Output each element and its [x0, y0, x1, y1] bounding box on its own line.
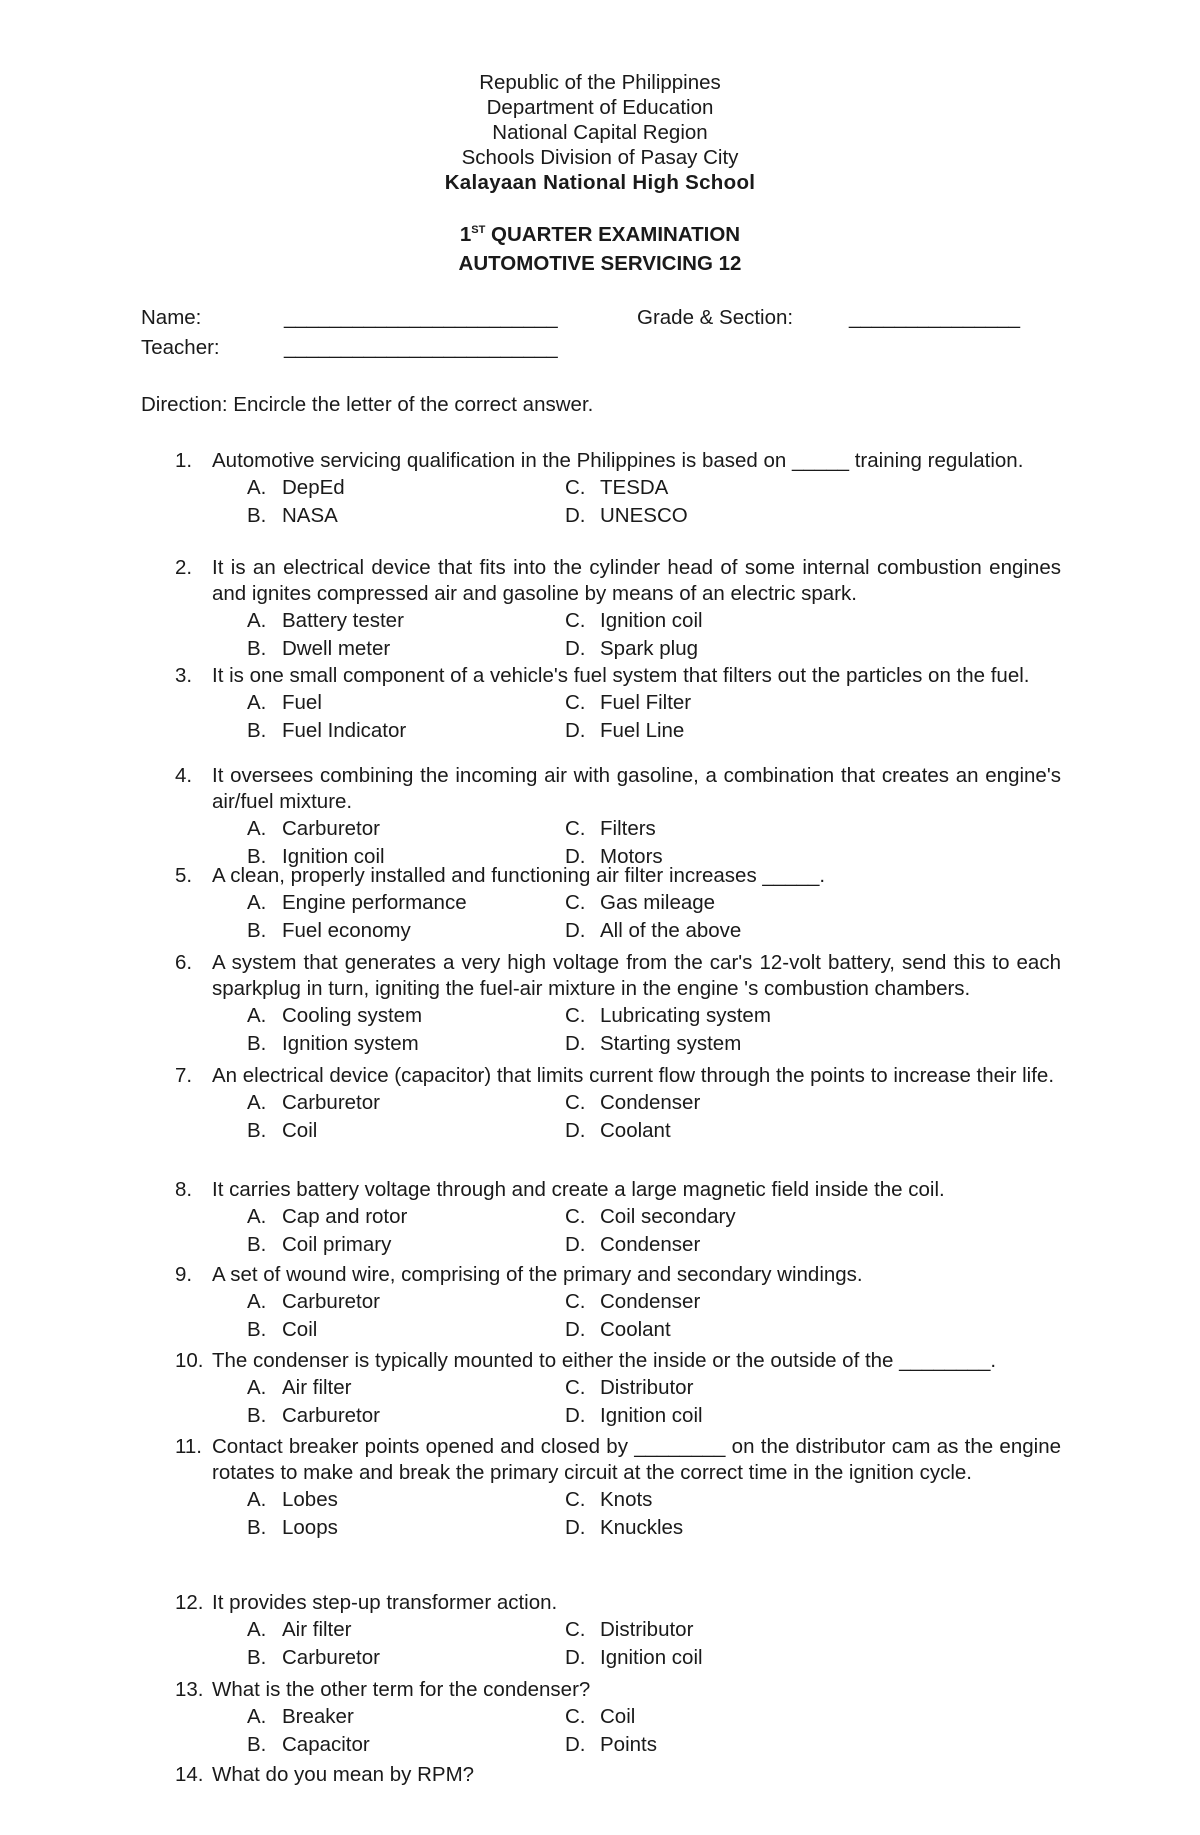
option-letter: C. — [565, 817, 586, 840]
option-text: Dwell meter — [282, 637, 391, 660]
question-number: 7. — [175, 1064, 193, 1087]
answer-option[interactable] — [565, 917, 965, 945]
answer-option[interactable] — [565, 717, 965, 745]
question-text: It is an electrical device that fits into the cylinder head of some internal combustion engines and ignites compressed air and gasoline by means of an electric spark. — [212, 556, 1061, 605]
question-number: 11. — [175, 1435, 202, 1458]
answer-option[interactable] — [565, 1514, 965, 1542]
option-letter: D. — [565, 1733, 586, 1756]
option-text: All of the above — [600, 919, 742, 942]
question-text: It oversees combining the incoming air with gasoline, a combination that creates an engine's air/fuel mixture. — [212, 764, 1061, 813]
option-letter: B. — [247, 1516, 267, 1539]
exam-title — [0, 220, 1200, 278]
header-republic: Republic of the Philippines — [479, 71, 721, 94]
option-letter: D. — [565, 1318, 586, 1341]
answer-options — [247, 689, 1061, 745]
option-letter: C. — [565, 1705, 586, 1728]
option-letter: D. — [565, 1032, 586, 1055]
option-text: Starting system — [600, 1032, 742, 1055]
option-letter: A. — [247, 476, 267, 499]
answer-option[interactable] — [247, 635, 565, 663]
option-letter: C. — [565, 476, 586, 499]
answer-options — [247, 607, 1061, 663]
quarter-text: QUARTER EXAMINATION — [485, 223, 741, 246]
answer-options — [247, 1002, 1061, 1058]
question-item — [175, 1262, 1061, 1344]
question-text: It carries battery voltage through and create a large magnetic field inside the coil. — [212, 1178, 945, 1201]
option-text: Coolant — [600, 1119, 671, 1142]
answer-option[interactable] — [247, 917, 565, 945]
option-text: Ignition coil — [282, 845, 385, 868]
direction-text: Direction: Encircle the letter of the correct answer. — [141, 393, 594, 416]
option-text: Distributor — [600, 1376, 694, 1399]
answer-option[interactable] — [565, 889, 965, 917]
question-item — [175, 763, 1061, 871]
question-item — [175, 1590, 1061, 1672]
answer-option[interactable] — [565, 1486, 965, 1514]
option-letter: A. — [247, 1488, 267, 1511]
question-text: An electrical device (capacitor) that limits current flow through the points to increase their life. — [212, 1064, 1055, 1087]
option-text: Fuel Indicator — [282, 719, 407, 742]
answer-options — [247, 1089, 1061, 1145]
name-blank[interactable]: ________________________ — [284, 306, 558, 329]
option-letter: B. — [247, 1318, 267, 1341]
answer-option[interactable] — [247, 1089, 565, 1117]
header-school-name: Kalayaan National High School — [444, 171, 756, 194]
answer-option[interactable] — [247, 1616, 565, 1644]
option-text: Knots — [600, 1488, 653, 1511]
answer-option[interactable] — [565, 815, 965, 843]
option-letter: B. — [247, 637, 267, 660]
question-item — [175, 1348, 1061, 1430]
option-letter: B. — [247, 1733, 267, 1756]
option-letter: A. — [247, 1376, 267, 1399]
option-letter: D. — [565, 1233, 586, 1256]
question-item — [175, 448, 1061, 530]
answer-option[interactable] — [247, 815, 565, 843]
answer-option[interactable] — [565, 1374, 965, 1402]
question-item — [175, 1434, 1061, 1542]
option-text: Carburetor — [282, 1091, 380, 1114]
option-letter: D. — [565, 1119, 586, 1142]
question-number: 3. — [175, 664, 193, 687]
question-text: It provides step-up transformer action. — [212, 1591, 558, 1614]
answer-option[interactable] — [247, 1374, 565, 1402]
option-text: Coil — [282, 1119, 318, 1142]
option-letter: D. — [565, 1516, 586, 1539]
option-letter: C. — [565, 1488, 586, 1511]
option-text: Air filter — [282, 1376, 352, 1399]
answer-option[interactable] — [565, 607, 965, 635]
answer-option[interactable] — [247, 1231, 565, 1259]
question-number: 4. — [175, 764, 193, 787]
answer-option[interactable] — [565, 1203, 965, 1231]
option-letter: D. — [565, 637, 586, 660]
header-division: Schools Division of Pasay City — [461, 146, 739, 169]
option-text: Ignition system — [282, 1032, 419, 1055]
option-letter: B. — [247, 504, 267, 527]
answer-option[interactable] — [247, 607, 565, 635]
answer-option[interactable] — [247, 502, 565, 530]
option-text: UNESCO — [600, 504, 688, 527]
question-number: 5. — [175, 864, 193, 887]
question-text: A set of wound wire, comprising of the primary and secondary windings. — [212, 1263, 863, 1286]
answer-option[interactable] — [247, 1731, 565, 1759]
option-letter: C. — [565, 1290, 586, 1313]
option-text: Breaker — [282, 1705, 354, 1728]
answer-option[interactable] — [565, 1030, 965, 1058]
question-text: What do you mean by RPM? — [212, 1763, 475, 1786]
option-text: Ignition coil — [600, 1646, 703, 1669]
question-text: A clean, properly installed and functioning air filter increases _____. — [212, 864, 826, 887]
teacher-label: Teacher: — [141, 336, 220, 359]
answer-option[interactable] — [565, 635, 965, 663]
question-text: Contact breaker points opened and closed by ________ on the distributor cam as the engine rotates to make and break the primary circuit at the correct time in the ignition cycle. — [212, 1435, 1061, 1484]
name-label: Name: — [141, 306, 202, 329]
option-text: Condenser — [600, 1233, 701, 1256]
question-number: 1. — [175, 449, 193, 472]
option-letter: D. — [565, 719, 586, 742]
question-number: 14. — [175, 1763, 204, 1786]
answer-options — [247, 1616, 1061, 1672]
option-letter: B. — [247, 1404, 267, 1427]
answer-option[interactable] — [565, 1117, 965, 1145]
option-letter: C. — [565, 1205, 586, 1228]
question-text: It is one small component of a vehicle's fuel system that filters out the particles on the fuel. — [212, 664, 1030, 687]
option-text: Condenser — [600, 1091, 701, 1114]
question-number: 8. — [175, 1178, 193, 1201]
option-text: DepEd — [282, 476, 345, 499]
grade-section-label: Grade & Section: — [637, 306, 794, 329]
option-text: NASA — [282, 504, 338, 527]
option-text: Fuel Line — [600, 719, 685, 742]
answer-option[interactable] — [247, 1203, 565, 1231]
answer-option[interactable] — [247, 1002, 565, 1030]
option-text: Coil — [600, 1705, 636, 1728]
option-letter: D. — [565, 845, 586, 868]
answer-options — [247, 1288, 1061, 1344]
option-letter: C. — [565, 1004, 586, 1027]
teacher-blank[interactable]: ________________________ — [284, 336, 558, 359]
option-letter: A. — [247, 1705, 267, 1728]
option-text: Carburetor — [282, 1646, 380, 1669]
option-text: Coil primary — [282, 1233, 392, 1256]
option-letter: C. — [565, 891, 586, 914]
option-letter: A. — [247, 891, 267, 914]
option-text: Air filter — [282, 1618, 352, 1641]
answer-option[interactable] — [247, 1486, 565, 1514]
option-text: Points — [600, 1733, 657, 1756]
option-text: Coolant — [600, 1318, 671, 1341]
option-letter: A. — [247, 1091, 267, 1114]
option-text: Loops — [282, 1516, 338, 1539]
question-number: 9. — [175, 1263, 193, 1286]
option-letter: D. — [565, 919, 586, 942]
question-item — [175, 1677, 1061, 1759]
question-text: A system that generates a very high voltage from the car's 12-volt battery, send this to each sparkplug in turn, igniting the fuel-air mixture in the engine 's combustion chambers. — [212, 951, 1061, 1000]
answer-option[interactable] — [247, 889, 565, 917]
quarter-suffix: ST — [471, 224, 486, 236]
question-number: 6. — [175, 951, 193, 974]
answer-option[interactable] — [565, 1616, 965, 1644]
question-item — [175, 555, 1061, 663]
option-letter: C. — [565, 1618, 586, 1641]
question-number: 2. — [175, 556, 193, 579]
exam-quarter-title — [0, 220, 1200, 249]
answer-options — [247, 1703, 1061, 1759]
option-text: Fuel — [282, 691, 322, 714]
option-text: Ignition coil — [600, 1404, 703, 1427]
question-number: 13. — [175, 1678, 204, 1701]
answer-option[interactable] — [565, 1288, 965, 1316]
option-letter: B. — [247, 845, 267, 868]
question-text: The condenser is typically mounted to either the inside or the outside of the ________. — [212, 1349, 997, 1372]
answer-option[interactable] — [565, 1002, 965, 1030]
option-text: Battery tester — [282, 609, 404, 632]
option-text: Carburetor — [282, 1404, 380, 1427]
option-letter: B. — [247, 1646, 267, 1669]
option-text: Distributor — [600, 1618, 694, 1641]
answer-option[interactable] — [247, 689, 565, 717]
answer-option[interactable] — [247, 717, 565, 745]
answer-option[interactable] — [565, 689, 965, 717]
quarter-number: 1 — [459, 223, 472, 246]
option-letter: B. — [247, 1119, 267, 1142]
option-text: Filters — [600, 817, 656, 840]
option-letter: A. — [247, 1290, 267, 1313]
option-text: Coil secondary — [600, 1205, 736, 1228]
option-text: Fuel economy — [282, 919, 411, 942]
question-item — [175, 1762, 1061, 1788]
option-letter: C. — [565, 609, 586, 632]
option-letter: B. — [247, 1032, 267, 1055]
answer-options — [247, 889, 1061, 945]
option-text: Carburetor — [282, 817, 380, 840]
answer-option[interactable] — [247, 1703, 565, 1731]
option-text: Cap and rotor — [282, 1205, 408, 1228]
option-text: Knuckles — [600, 1516, 684, 1539]
answer-options — [247, 1203, 1061, 1259]
answer-option[interactable] — [565, 1231, 965, 1259]
option-letter: D. — [565, 1646, 586, 1669]
option-letter: A. — [247, 609, 267, 632]
option-text: Gas mileage — [600, 891, 716, 914]
answer-option[interactable] — [247, 474, 565, 502]
option-text: Capacitor — [282, 1733, 370, 1756]
option-text: Cooling system — [282, 1004, 423, 1027]
option-letter: A. — [247, 1205, 267, 1228]
answer-options — [247, 1374, 1061, 1430]
option-letter: D. — [565, 504, 586, 527]
option-letter: B. — [247, 719, 267, 742]
answer-option[interactable] — [565, 1644, 965, 1672]
option-text: Lubricating system — [600, 1004, 771, 1027]
option-text: Motors — [600, 845, 663, 868]
option-letter: D. — [565, 1404, 586, 1427]
answer-option[interactable] — [247, 1644, 565, 1672]
option-letter: C. — [565, 1091, 586, 1114]
option-letter: A. — [247, 817, 267, 840]
question-item — [175, 1177, 1061, 1259]
question-number: 12. — [175, 1591, 204, 1614]
option-letter: B. — [247, 919, 267, 942]
answer-options — [247, 1486, 1061, 1542]
option-letter: C. — [565, 691, 586, 714]
question-item — [175, 1063, 1061, 1145]
option-text: Carburetor — [282, 1290, 380, 1313]
option-text: Spark plug — [600, 637, 699, 660]
option-text: Ignition coil — [600, 609, 703, 632]
answer-option[interactable] — [247, 1316, 565, 1344]
option-text: Coil — [282, 1318, 318, 1341]
answer-option[interactable] — [565, 1402, 965, 1430]
question-text: What is the other term for the condenser? — [212, 1678, 591, 1701]
answer-option[interactable] — [247, 1117, 565, 1145]
option-text: Fuel Filter — [600, 691, 692, 714]
option-letter: A. — [247, 691, 267, 714]
answer-option[interactable] — [565, 1316, 965, 1344]
option-letter: A. — [247, 1004, 267, 1027]
option-text: Lobes — [282, 1488, 338, 1511]
answer-option[interactable] — [565, 1731, 965, 1759]
option-text: Condenser — [600, 1290, 701, 1313]
option-text: Engine performance — [282, 891, 467, 914]
header-region: National Capital Region — [492, 121, 708, 144]
option-letter: A. — [247, 1618, 267, 1641]
header-department: Department of Education — [486, 96, 714, 119]
answer-option[interactable] — [247, 1030, 565, 1058]
exam-subject: AUTOMOTIVE SERVICING 12 — [458, 252, 742, 275]
option-letter: C. — [565, 1376, 586, 1399]
option-text: TESDA — [600, 476, 669, 499]
answer-option[interactable] — [565, 502, 965, 530]
question-item — [175, 950, 1061, 1058]
option-letter: B. — [247, 1233, 267, 1256]
answer-options — [247, 474, 1061, 530]
school-header — [0, 70, 1200, 195]
answer-option[interactable] — [565, 474, 965, 502]
answer-option[interactable] — [565, 1703, 965, 1731]
answer-option[interactable] — [247, 1402, 565, 1430]
question-item — [175, 663, 1061, 745]
answer-option[interactable] — [565, 1089, 965, 1117]
answer-option[interactable] — [247, 1514, 565, 1542]
grade-section-blank[interactable]: _______________ — [849, 306, 1021, 329]
question-item — [175, 863, 1061, 945]
answer-option[interactable] — [247, 1288, 565, 1316]
question-text: Automotive servicing qualification in the Philippines is based on _____ training regulation. — [212, 449, 1024, 472]
question-number: 10. — [175, 1349, 204, 1372]
